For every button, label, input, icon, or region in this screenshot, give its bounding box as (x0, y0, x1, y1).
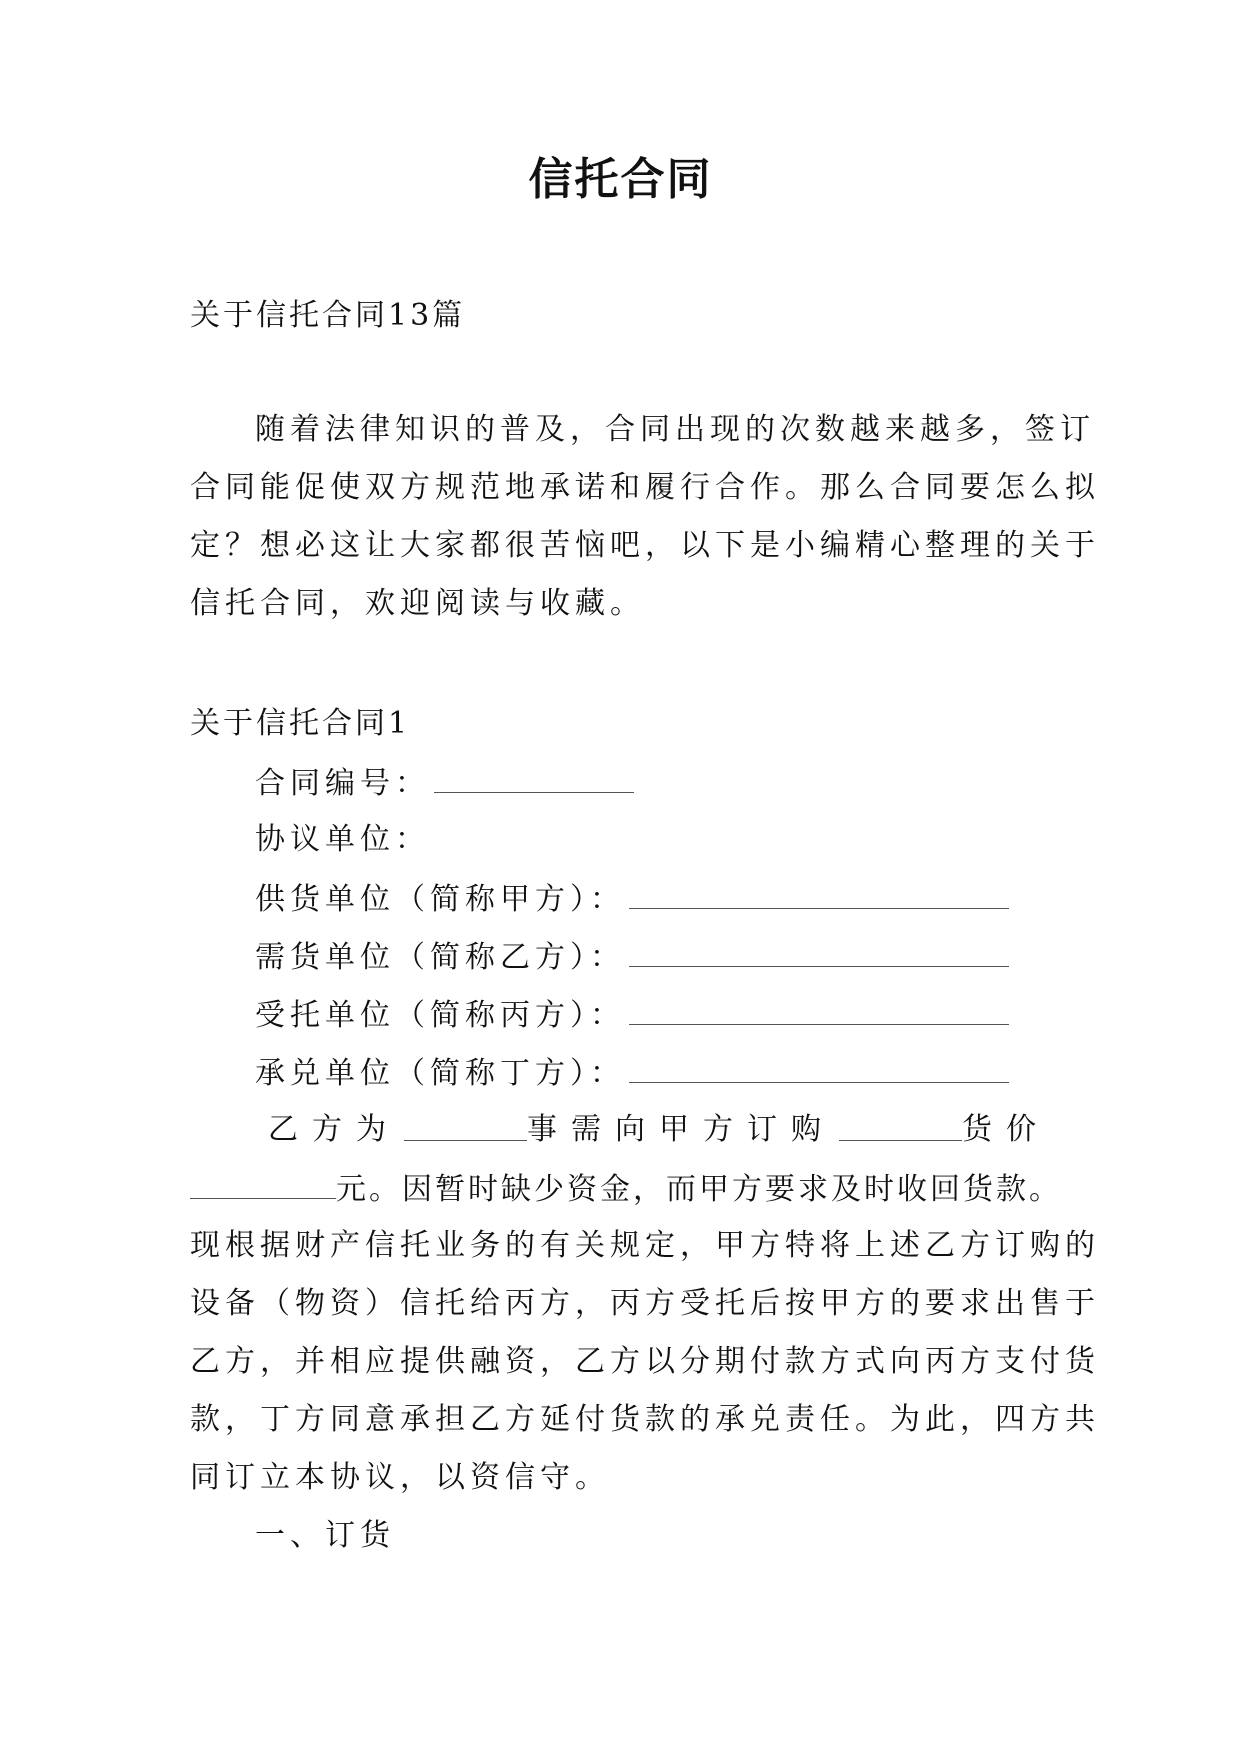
document-title: 信托合同 (528, 154, 713, 205)
body-line: 款，丁方同意承担乙方延付货款的承兑责任。为此，四方共 (190, 1402, 1100, 1437)
price-blank[interactable] (190, 1168, 336, 1199)
contract-number-row (255, 762, 634, 804)
intro-line: 合同能促使双方规范地承诺和履行合作。那么合同要怎么拟 (190, 470, 1100, 505)
party-b-row (255, 936, 1009, 978)
body-line: 乙方，并相应提供融资，乙方以分期付款方式向丙方支付货 (190, 1344, 1100, 1379)
contract-number-label: 合同编号： (255, 766, 430, 801)
party-b-blank[interactable] (629, 936, 1009, 967)
matter-blank[interactable] (404, 1110, 527, 1141)
party-c-row (255, 994, 1009, 1036)
party-a-row (255, 878, 1009, 920)
intro-line: 随着法律知识的普及，合同出现的次数越来越多，签订 (255, 412, 1095, 447)
body-line: 设备（物资）信托给丙方，丙方受托后按甲方的要求出售于 (190, 1286, 1100, 1321)
party-a-label: 供货单位（简称甲方）： (255, 882, 625, 917)
party-c-label: 受托单位（简称丙方）： (255, 998, 625, 1033)
intro-line: 信托合同，欢迎阅读与收藏。 (190, 586, 645, 621)
contract-number-blank[interactable] (434, 762, 634, 793)
body-line: 现根据财产信托业务的有关规定，甲方特将上述乙方订购的 (190, 1228, 1100, 1263)
document-subtitle: 关于信托合同13篇 (190, 298, 466, 333)
party-b-label: 需货单位（简称乙方）： (255, 940, 625, 975)
intro-line: 定？想必这让大家都很苦恼吧，以下是小编精心整理的关于 (190, 528, 1100, 563)
party-d-label: 承兑单位（简称丁方）： (255, 1056, 625, 1091)
party-d-blank[interactable] (629, 1052, 1009, 1083)
section-heading: 关于信托合同1 (190, 706, 411, 741)
body-line-1 (268, 1110, 1050, 1150)
body-text: 元。因暂时缺少资金，而甲方要求及时收回货款。 (336, 1172, 1062, 1207)
goods-blank[interactable] (839, 1110, 962, 1141)
body-text: 货价 (962, 1112, 1050, 1147)
parties-label: 协议单位： (255, 822, 430, 857)
body-line: 同订立本协议，以资信守。 (190, 1460, 610, 1495)
body-line-2 (190, 1168, 1062, 1210)
party-a-blank[interactable] (629, 878, 1009, 909)
clause-heading: 一、订货 (255, 1518, 395, 1553)
party-c-blank[interactable] (629, 994, 1009, 1025)
body-text: 乙方为 (268, 1112, 400, 1147)
party-d-row (255, 1052, 1009, 1094)
body-text: 事需向甲方订购 (527, 1112, 835, 1147)
